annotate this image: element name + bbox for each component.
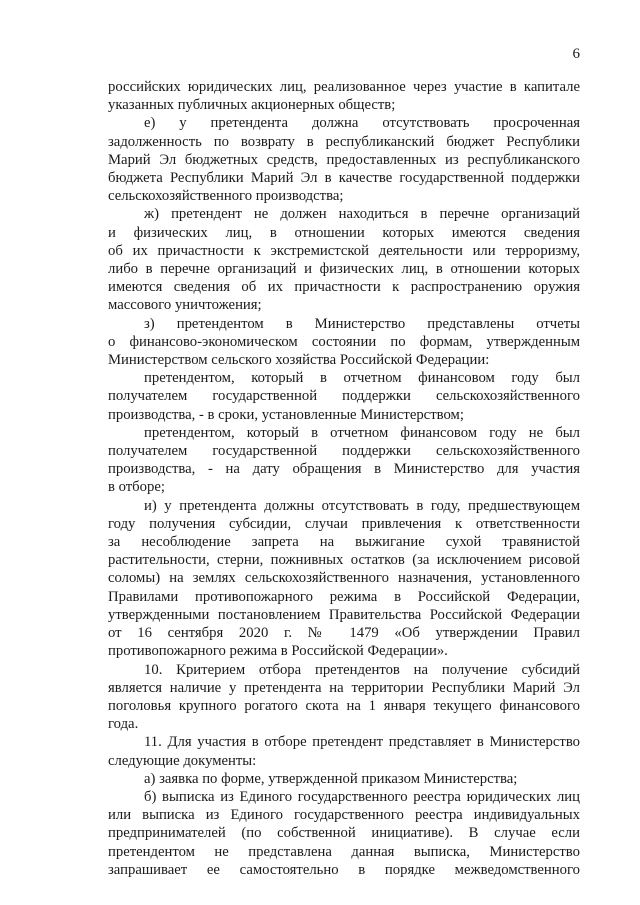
page-number: 6 xyxy=(572,46,580,62)
text-line: о финансово-экономическом состоянии по формам, утвержденным xyxy=(108,333,580,350)
text-line: от 16 сентября 2020 г. № 1479 «Об утверждении Правил xyxy=(108,625,580,642)
text-line: получателем государственной поддержки сельскохозяйственного xyxy=(108,388,580,405)
text-line: соломы) на землях сельскохозяйственного назначения, установленного xyxy=(108,570,580,587)
text-line: противопожарного режима в Российской Федерации». xyxy=(108,643,448,660)
text-line: 11. Для участия в отборе претендент представляет в Министерство xyxy=(144,734,580,751)
text-line: производства, - на дату обращения в Министерство для участия xyxy=(108,461,580,478)
text-line: предпринимателей (по собственной инициативе). В случае если xyxy=(108,825,580,842)
text-line: и физических лиц, в отношении которых имеются сведения xyxy=(108,224,580,241)
paragraph-p-z1 xyxy=(108,369,580,424)
text-line: запрашивает ее самостоятельно в порядке межведомственного xyxy=(108,861,580,878)
paragraph-p-e xyxy=(108,114,580,205)
paragraph-p-zh xyxy=(108,205,580,314)
text-line: либо в перечне организаций и физических лиц, в отношении которых xyxy=(108,261,580,278)
text-line: бюджета Республики Марий Эл в качестве государственной поддержки xyxy=(108,170,580,187)
text-line: ж) претендент не должен находиться в перечне организаций xyxy=(144,206,580,223)
text-line: е) у претендента должна отсутствовать просроченная xyxy=(144,115,580,132)
text-line: утвержденными постановлением Правительства Российской Федерации xyxy=(108,606,580,623)
text-line: российских юридических лиц, реализованное через участие в капитале xyxy=(108,79,580,95)
paragraph-p-i xyxy=(108,497,580,661)
text-line: массового уничтожения; xyxy=(108,297,262,314)
paragraph-p-z xyxy=(108,315,580,370)
text-line: и) у претендента должны отсутствовать в году, предшествующем xyxy=(144,497,580,514)
text-line: является наличие у претендента на территории Республики Марий Эл xyxy=(108,679,580,696)
text-line: за несоблюдение запрета на выжигание сухой травянистой xyxy=(108,534,580,551)
text-line: а) заявка по форме, утвержденной приказом Министерства; xyxy=(144,770,518,787)
text-line: сельскохозяйственного производства; xyxy=(108,188,344,205)
text-line: об их причастности к экстремистской деятельности или терроризму, xyxy=(108,242,580,259)
text-line: году получения субсидии, случаи привлечения к ответственности xyxy=(108,515,580,532)
text-line: Марий Эл бюджетных средств, предоставленных из республиканского xyxy=(108,151,580,168)
text-line: претендентом, который в отчетном финансовом году не был xyxy=(144,424,580,441)
text-line: производства, - в сроки, установленные Министерством; xyxy=(108,406,464,423)
text-line: растительности, стерни, пожнивных остатков (за исключением рисовой xyxy=(108,552,580,569)
text-line: претендентом не представлена данная выписка, Министерство xyxy=(108,843,580,860)
text-line: поголовья крупного рогатого скота на 1 января текущего финансового xyxy=(108,697,580,714)
text-line: 10. Критерием отбора претендентов на получение субсидий xyxy=(144,661,580,678)
paragraph-p-z2 xyxy=(108,424,580,497)
text-line: года. xyxy=(108,716,139,733)
text-line: задолженность по возврату в республиканский бюджет Республики xyxy=(108,133,580,150)
text-line: з) претендентом в Министерство представлены отчеты xyxy=(144,315,580,332)
text-line: в отборе; xyxy=(108,479,165,496)
text-line: Правилами противопожарного режима в Российской Федерации, xyxy=(108,588,580,605)
text-line: претендентом, который в отчетном финансовом году был xyxy=(144,370,580,387)
text-line: б) выписка из Единого государственного реестра юридических лиц xyxy=(144,788,580,805)
paragraph-p-11a xyxy=(108,770,580,788)
paragraph-p-10 xyxy=(108,661,580,734)
paragraph-p-11b xyxy=(108,788,580,879)
document-body xyxy=(108,78,580,879)
text-line: Министерством сельского хозяйства Российской Федерации: xyxy=(108,352,490,369)
text-line: или выписка из Единого государственного реестра индивидуальных xyxy=(108,807,580,824)
text-line: следующие документы: xyxy=(108,752,257,769)
text-line: указанных публичных акционерных обществ; xyxy=(108,97,396,114)
text-line: получателем государственной поддержки сельскохозяйственного xyxy=(108,443,580,460)
paragraph-p-11 xyxy=(108,733,580,769)
paragraph-p-cont xyxy=(108,78,580,114)
text-line: имеются сведения об их причастности к распространению оружия xyxy=(108,279,580,296)
